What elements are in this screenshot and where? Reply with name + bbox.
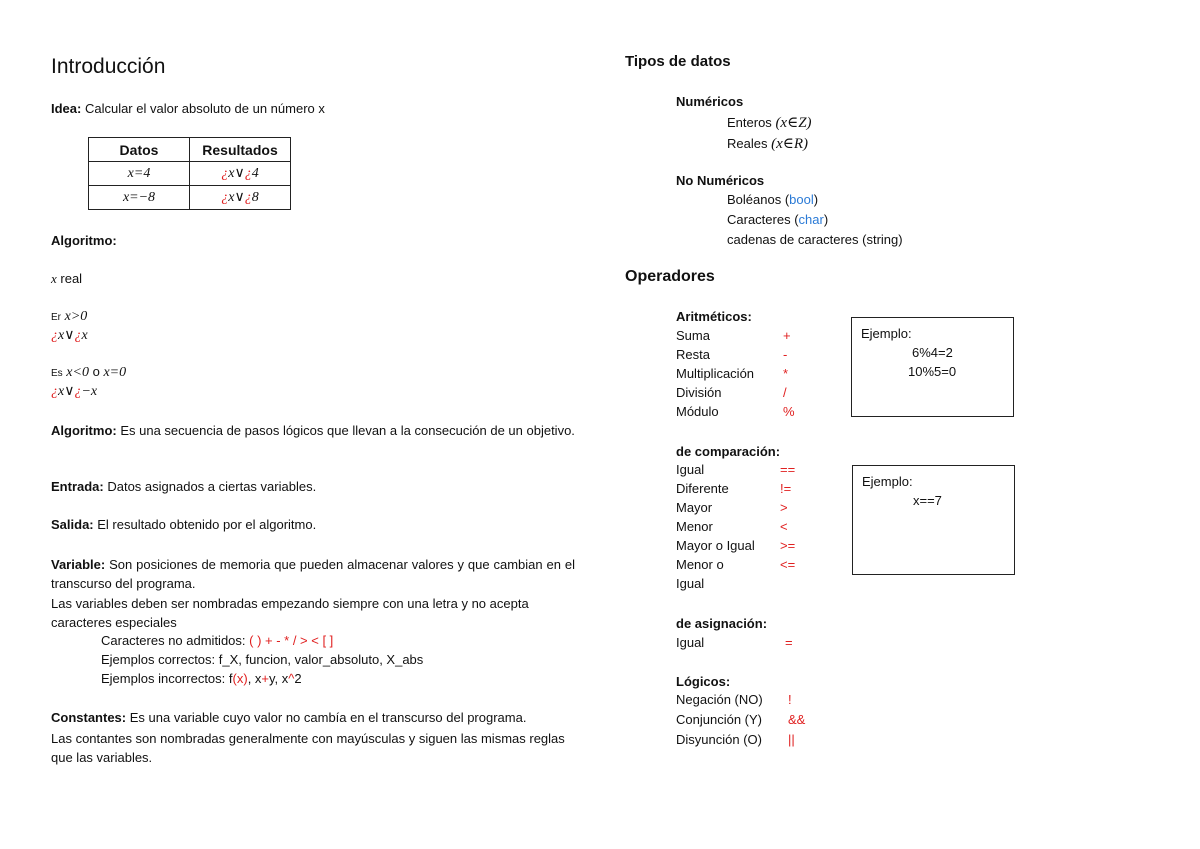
incorrectos-caret: ^ (288, 671, 295, 686)
operator-label: Multiplicación (676, 366, 755, 381)
operator-symbol: > (780, 500, 788, 515)
operator-label: Diferente (676, 481, 729, 496)
operator-symbol: % (783, 404, 795, 419)
booleanos-a: Boléanos ( (727, 192, 790, 207)
ejemplo-2-line: x==7 (913, 493, 942, 508)
operator-symbol: - (783, 347, 788, 362)
no-numericos-title: No Numéricos (676, 173, 765, 188)
operator-label: Módulo (676, 404, 719, 419)
def-algoritmo-label: Algoritmo: (51, 423, 117, 438)
ejemplo-1-line: 10%5=0 (908, 364, 957, 379)
operator-label: Igual (676, 462, 705, 477)
def-salida-label: Salida: (51, 517, 94, 532)
x-real-text: real (56, 271, 83, 286)
caracteres-b: ) (823, 212, 829, 227)
er-condition: x>0 (64, 309, 88, 324)
idea-line (51, 101, 325, 116)
incorrectos-sep2: y, x (269, 671, 289, 686)
def-algoritmo (51, 421, 575, 440)
no-admitidos-label: Caracteres no admitidos: (101, 633, 250, 648)
operator-label: Mayor o Igual (676, 538, 755, 553)
table-header: Datos (89, 138, 190, 162)
comparacion-title: de comparación: (676, 444, 781, 459)
def-variable-label: Variable: (51, 557, 106, 572)
x-variable: x (51, 271, 57, 286)
operator-label: Conjunción (Y) (676, 712, 762, 727)
es-or: o (88, 364, 104, 379)
def-entrada (51, 479, 316, 494)
ejemplo-box-2 (852, 465, 1015, 575)
operator-symbol: = (785, 635, 793, 650)
enteros-math: (x∈Z) (775, 115, 812, 131)
idea-text: Calcular el valor absoluto de un número x (81, 101, 325, 116)
table-cell: ¿x∨¿8 (190, 186, 291, 210)
table-row (89, 162, 291, 186)
aritmeticos-title: Aritméticos: (676, 309, 752, 324)
incorrectos-plus: + (261, 671, 270, 686)
operator-symbol: * (783, 366, 789, 381)
booleanos-b: ) (813, 192, 819, 207)
incorrectos-label: Ejemplos incorrectos: (101, 671, 229, 686)
incorrectos-paren: (x) (232, 671, 248, 686)
operator-symbol: < (780, 519, 788, 534)
table-cell: ¿x∨¿4 (190, 162, 291, 186)
operator-symbol: ! (788, 692, 792, 707)
constantes-note: Las contantes son nombradas generalmente con mayúsculas y siguen las mismas reglas que las variables. (51, 731, 565, 765)
reales-label: Reales (727, 136, 768, 151)
no-admitidos-chars: ( ) + - * / > < [ ] (249, 633, 334, 648)
ejemplos-correctos: Ejemplos correctos: f_X, funcion, valor_absoluto, X_abs (101, 652, 424, 667)
operator-symbol: && (788, 712, 806, 727)
booleanos-line (727, 192, 818, 207)
caracteres-line (727, 212, 828, 227)
def-variable-text: Son posiciones de memoria que pueden almacenar valores y que cambian en el transcurso del programa. (51, 557, 575, 591)
table-cell: x=−8 (89, 186, 190, 210)
es-line (51, 364, 126, 381)
numericos-title: Numéricos (676, 94, 744, 109)
es-prefix: Es (51, 368, 63, 379)
operadores-title: Operadores (625, 268, 715, 285)
operator-symbol: >= (780, 538, 796, 553)
def-algoritmo-text: Es una secuencia de pasos lógicos que llevan a la consecución de un objetivo. (116, 423, 575, 438)
def-salida-text: El resultado obtenido por el algoritmo. (93, 517, 317, 532)
logicos-title: Lógicos: (676, 674, 731, 689)
ejemplo-box-1 (851, 317, 1014, 417)
operator-label: Resta (676, 347, 710, 362)
caracteres-a: Caracteres ( (727, 212, 799, 227)
asignacion-title: de asignación: (676, 616, 768, 631)
idea-label: Idea: (51, 101, 82, 116)
er-result: ¿x∨¿x (51, 328, 88, 343)
incorrectos-sep1: , x (247, 671, 262, 686)
tipos-title: Tipos de datos (625, 53, 731, 70)
operator-label: Menor (676, 519, 713, 534)
booleanos-kw: bool (789, 192, 814, 207)
ejemplos-incorrectos (101, 671, 302, 686)
def-constantes (51, 710, 526, 725)
x-real-line (51, 271, 82, 287)
operator-label: Suma (676, 328, 710, 343)
operator-symbol: <= (780, 557, 796, 572)
es-result: ¿x∨¿−x (51, 384, 98, 399)
table-header: Resultados (190, 138, 291, 162)
def-constantes-label: Constantes: (51, 710, 127, 725)
er-line (51, 308, 87, 325)
operator-label: Mayor (676, 500, 713, 515)
operator-symbol: || (788, 732, 795, 747)
operator-label: Menor o (676, 557, 724, 572)
def-entrada-label: Entrada: (51, 479, 104, 494)
enteros-line (727, 113, 812, 132)
table-row (89, 186, 291, 210)
incorrectos-end: 2 (294, 671, 302, 686)
ejemplo-1-title: Ejemplo: (861, 326, 912, 341)
es-condition-a: x<0 (66, 365, 89, 380)
ejemplo-2-title: Ejemplo: (862, 474, 913, 489)
enteros-label: Enteros (727, 115, 772, 130)
table-header-row (89, 138, 291, 162)
operator-label: Igual (676, 635, 705, 650)
page-title: Introducción (51, 55, 166, 78)
operator-label: Disyunción (O) (676, 732, 762, 747)
er-prefix: Er (51, 312, 61, 323)
operator-symbol: != (780, 481, 792, 496)
variable-note: Las variables deben ser nombradas empezando siempre con una letra y no acepta caracteres especiales (51, 596, 529, 630)
algoritmo-heading: Algoritmo: (51, 233, 117, 248)
reales-line (727, 134, 808, 153)
reales-math: (x∈R) (771, 136, 809, 152)
es-condition-b: x=0 (103, 365, 127, 380)
operator-symbol: + (783, 328, 791, 343)
operator-label: División (676, 385, 722, 400)
operator-symbol: == (780, 462, 796, 477)
def-variable (51, 555, 575, 593)
def-entrada-text: Datos asignados a ciertas variables. (103, 479, 317, 494)
operator-label: Negación (NO) (676, 692, 763, 707)
incorrectos-f: f (228, 671, 233, 686)
cadenas-line: cadenas de caracteres (string) (727, 232, 903, 247)
table-cell: x=4 (89, 162, 190, 186)
no-admitidos-line (101, 633, 333, 648)
ejemplo-1-line: 6%4=2 (912, 345, 953, 360)
caracteres-kw: char (798, 212, 824, 227)
def-salida (51, 517, 316, 532)
def-constantes-text: Es una variable cuyo valor no cambía en el transcurso del programa. (126, 710, 527, 725)
data-table (88, 137, 291, 210)
operator-symbol: / (783, 385, 787, 400)
operator-label: Igual (676, 576, 705, 591)
